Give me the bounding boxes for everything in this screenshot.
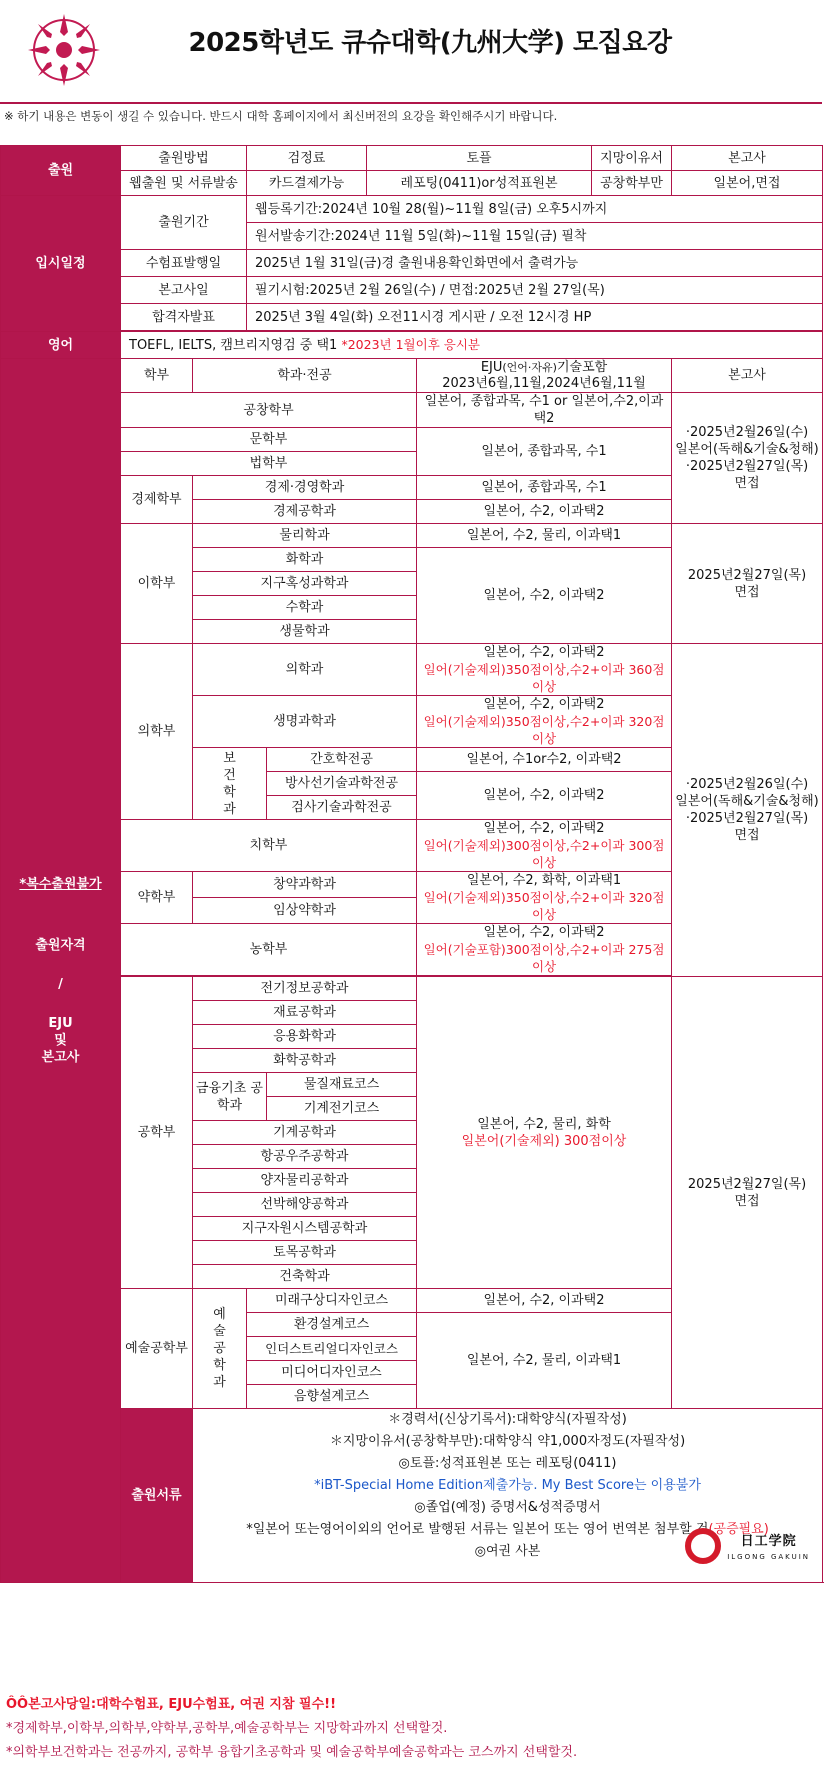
apply-exam: 일본어,면접 — [672, 171, 823, 196]
doc-line-2: ＊지망이유서(공창학부만):대학양식 약1,000자정도(자필작성) — [329, 1434, 686, 1449]
schedule-label-period: 출원기간 — [121, 196, 247, 250]
exam-schedule-a2: ·2025년2월26일(수) 일본어(독해&기술&청해) ·2025년2월27일(목) 면접 — [672, 644, 823, 977]
major-radiology: 방사선기술과학전공 — [267, 772, 417, 796]
apply-toefl: 레포팅(0411)or성적표원본 — [367, 171, 592, 196]
course-mech-elec: 기계전기코스 — [267, 1097, 417, 1121]
faculty-rigaku: 이학부 — [121, 524, 193, 644]
apply-method: 웹출원 및 서류발송 — [121, 171, 247, 196]
dept-earth: 지구혹성과학과 — [193, 572, 417, 596]
university-logo-icon — [24, 10, 104, 90]
dept-biology: 생물학과 — [193, 620, 417, 644]
future-design-eju: 일본어, 수2, 이과택2 — [417, 1289, 672, 1313]
brand-name: 日工学院 — [740, 1534, 797, 1549]
exam-schedule-c: 2025년2월27일(목) 면접 — [672, 977, 823, 1409]
dept-rinsho: 임상약학과 — [193, 898, 417, 924]
notice-text: ※ 하기 내용은 변동이 생길 수 있습니다. 반드시 대학 홈페이지에서 최신버전의 요강을 확인해주시기 바랍니다. — [4, 109, 558, 123]
eju-section-line-2: 출원자격 — [35, 937, 86, 953]
faculty-kogaku: 공학부 — [121, 977, 193, 1289]
faculty-hogaku: 법학부 — [121, 452, 417, 476]
eju-header-eju: EJU(언어·자유)기술포함 2023년6월,11월,2024년6월,11월 — [417, 359, 672, 393]
apply-reason: 공창학부만 — [592, 171, 672, 196]
exam-schedule-a: ·2025년2월26일(수) 일본어(독해&기술&청해) ·2025년2월27일(목) 면접 — [672, 393, 823, 524]
geijutsu-rest-eju: 일본어, 수2, 물리, 이과택1 — [417, 1313, 672, 1409]
dept-architecture: 건축학과 — [193, 1265, 417, 1289]
page-title: 2025학년도 큐슈대학(九州大学) 모집요강 — [188, 28, 672, 58]
section-eju — [1, 359, 121, 1583]
dept-marine: 선박해양공학과 — [193, 1193, 417, 1217]
yaku-eju: 일본어, 수2, 화학, 이과택1 일어(기술제외)350점이상,수2+이과 320점이상 — [417, 872, 672, 924]
dept-electrical: 전기정보공학과 — [193, 977, 417, 1001]
schedule-label-ticket: 수험표발행일 — [121, 250, 247, 277]
radiology-lab-eju: 일본어, 수2, 이과택2 — [417, 772, 672, 820]
brand-sub: ILGONG GAKUIN — [727, 1553, 811, 1561]
dept-life-science: 생명과학과 — [193, 696, 417, 748]
english-text: TOEFL, IELTS, 캠브리지영검 중 택1 — [129, 338, 338, 353]
dept-civil: 토목공학과 — [193, 1241, 417, 1265]
rigaku-rest-eju: 일본어, 수2, 이과택2 — [417, 548, 672, 644]
doc-line-3: ◎토플:성적표원본 또는 레포팅(0411) — [398, 1456, 617, 1471]
dept-aerospace: 항공우주공학과 — [193, 1145, 417, 1169]
title-divider — [0, 102, 822, 104]
faculty-nou: 농학부 — [121, 924, 417, 976]
dept-soyaku: 창약과학과 — [193, 872, 417, 898]
section-apply: 출원 — [1, 146, 121, 196]
eju-header-dept: 학과·전공 — [193, 359, 417, 393]
apply-fee: 카드결제가능 — [247, 171, 367, 196]
dept-materials: 재료공학과 — [193, 1001, 417, 1025]
dept-physics: 물리학과 — [193, 524, 417, 548]
major-lab-science: 검사기술과학전공 — [267, 796, 417, 820]
eju-header-faculty: 학부 — [121, 359, 193, 393]
admission-table — [0, 145, 823, 1583]
footnote-1: ÔÔ본고사당일:대학수험표, EJU수험표, 여권 지참 필수!! — [6, 1697, 337, 1712]
schedule-ticket: 2025년 1월 31일(금)경 출원내용확인화면에서 출력가능 — [247, 250, 823, 277]
exam-schedule-b: 2025년2월27일(목) 면접 — [672, 524, 823, 644]
dept-keizai-kogaku: 경제공학과 — [193, 500, 417, 524]
eju-header-exam: 본고사 — [672, 359, 823, 393]
course-environment: 환경설계코스 — [247, 1313, 417, 1337]
ilgong-brand — [685, 1528, 810, 1564]
shika-eju: 일본어, 수2, 이과택2 일어(기술제외)300점이상,수2+이과 300점이상 — [417, 820, 672, 872]
faculty-kyoso: 공창학부 — [121, 393, 417, 428]
documents-list — [193, 1409, 823, 1583]
footnote-3: *의학부보건학과는 전공까지, 공학부 융합기초공학과 및 예술공학부예술공학과는 코스까지 선택할것. — [6, 1745, 578, 1760]
faculty-igaku: 의학부 — [121, 644, 193, 820]
schedule-label-result: 합격자발표 — [121, 304, 247, 331]
physics-eju: 일본어, 수2, 물리, 이과택1 — [417, 524, 672, 548]
eju-section-line-3: / — [58, 976, 63, 992]
dept-geijutsu-kogaku: 예 술 공 학 과 — [193, 1289, 247, 1409]
faculty-geijutsu: 예술공학부 — [121, 1289, 193, 1409]
apply-header-toefl: 토플 — [367, 146, 592, 171]
faculty-yaku: 약학부 — [121, 872, 193, 924]
page-header — [0, 0, 832, 123]
schedule-web: 웹등록기간:2024년 10월 28(월)~11월 8일(금) 오후5시까지 — [247, 196, 823, 223]
eju-section-line-4: EJU — [48, 1015, 73, 1031]
dept-applied-chem: 응용화학과 — [193, 1025, 417, 1049]
keizai-keiei-eju: 일본어, 종합과목, 수1 — [417, 476, 672, 500]
keizai-kogaku-eju: 일본어, 수2, 이과택2 — [417, 500, 672, 524]
section-documents: 출원서류 — [121, 1409, 193, 1583]
kogaku-eju: 일본어, 수2, 물리, 화학 일본어(기술제외) 300점이상 — [417, 977, 672, 1289]
eju-section-line-5: 및 — [54, 1032, 67, 1048]
schedule-label-exam: 본고사일 — [121, 277, 247, 304]
bungaku-hogaku-eju: 일본어, 종합과목, 수1 — [417, 428, 672, 476]
doc-line-1: ＊경력서(신상기록서):대학양식(자필작성) — [388, 1412, 627, 1427]
dept-kinyu: 금융기초 공학과 — [193, 1073, 267, 1121]
nou-eju: 일본어, 수2, 이과택2 일어(기술포함)300점이상,수2+이과 275점이상 — [417, 924, 672, 976]
faculty-bungaku: 문학부 — [121, 428, 417, 452]
dept-earth-resources: 지구자원시스템공학과 — [193, 1217, 417, 1241]
apply-header-method: 출원방법 — [121, 146, 247, 171]
section-schedule: 입시일정 — [1, 196, 121, 332]
schedule-exam: 필기시험:2025년 2월 26일(수) / 면접:2025년 2월 27일(목) — [247, 277, 823, 304]
footnotes — [6, 1693, 826, 1765]
dept-medicine: 의학과 — [193, 644, 417, 696]
kyoso-eju: 일본어, 종합과목, 수1 or 일본어,수2,이과택2 — [417, 393, 672, 428]
schedule-result: 2025년 3월 4일(화) 오전11시경 게시판 / 오전 12시경 HP — [247, 304, 823, 331]
course-media: 미디어디자인코스 — [247, 1361, 417, 1385]
dept-mechanical: 기계공학과 — [193, 1121, 417, 1145]
doc-line-4: *iBT-Special Home Edition제출가능. My Best Score는 이용불가 — [314, 1478, 701, 1493]
apply-header-fee: 검정료 — [247, 146, 367, 171]
dept-chemistry: 화학과 — [193, 548, 417, 572]
english-note: *2023년 1월이후 응시분 — [341, 337, 480, 352]
dept-quantum: 양자물리공학과 — [193, 1169, 417, 1193]
footnote-2: *경제학부,이학부,의학부,약학부,공학부,예술공학부는 지망학과까지 선택할것. — [6, 1721, 448, 1736]
schedule-mail: 원서발송기간:2024년 11월 5일(화)~11월 15일(금) 필착 — [247, 223, 823, 250]
dept-math: 수학과 — [193, 596, 417, 620]
dept-hoken: 보 건 학 과 — [193, 748, 267, 820]
major-nursing: 간호학전공 — [267, 748, 417, 772]
doc-line-7: ◎여권 사본 — [474, 1544, 541, 1559]
ilgong-ring-icon — [685, 1528, 721, 1564]
section-english: 영어 — [1, 332, 121, 359]
medicine-eju: 일본어, 수2, 이과택2 일어(기술제외)350점이상,수2+이과 360점이상 — [417, 644, 672, 696]
eju-section-line-1: *복수출원불가 — [19, 876, 102, 892]
life-science-eju: 일본어, 수2, 이과택2 일어(기술제외)350점이상,수2+이과 320점이상 — [417, 696, 672, 748]
apply-header-reason: 지망이유서 — [592, 146, 672, 171]
course-industrial: 인더스트리얼디자인코스 — [247, 1337, 417, 1361]
nursing-eju: 일본어, 수1or수2, 이과택2 — [417, 748, 672, 772]
course-material: 물질재료코스 — [267, 1073, 417, 1097]
dept-chem-eng: 화학공학과 — [193, 1049, 417, 1073]
apply-header-exam: 본고사 — [672, 146, 823, 171]
faculty-keizai: 경제학부 — [121, 476, 193, 524]
eju-section-line-6: 본고사 — [41, 1049, 80, 1065]
faculty-shika: 치학부 — [121, 820, 417, 872]
dept-keizai-keiei: 경제·경영학과 — [193, 476, 417, 500]
english-requirement — [121, 332, 823, 359]
doc-line-5: ◎졸업(예정) 증명서&성적증명서 — [414, 1500, 601, 1515]
course-acoustic: 음향설계코스 — [247, 1385, 417, 1409]
course-future-design: 미래구상디자인코스 — [247, 1289, 417, 1313]
doc-line-6: *일본어 또는영어이외의 언어로 발행된 서류는 일본어 또는 영어 번역본 첨부할 것(공증필요) — [246, 1522, 769, 1537]
